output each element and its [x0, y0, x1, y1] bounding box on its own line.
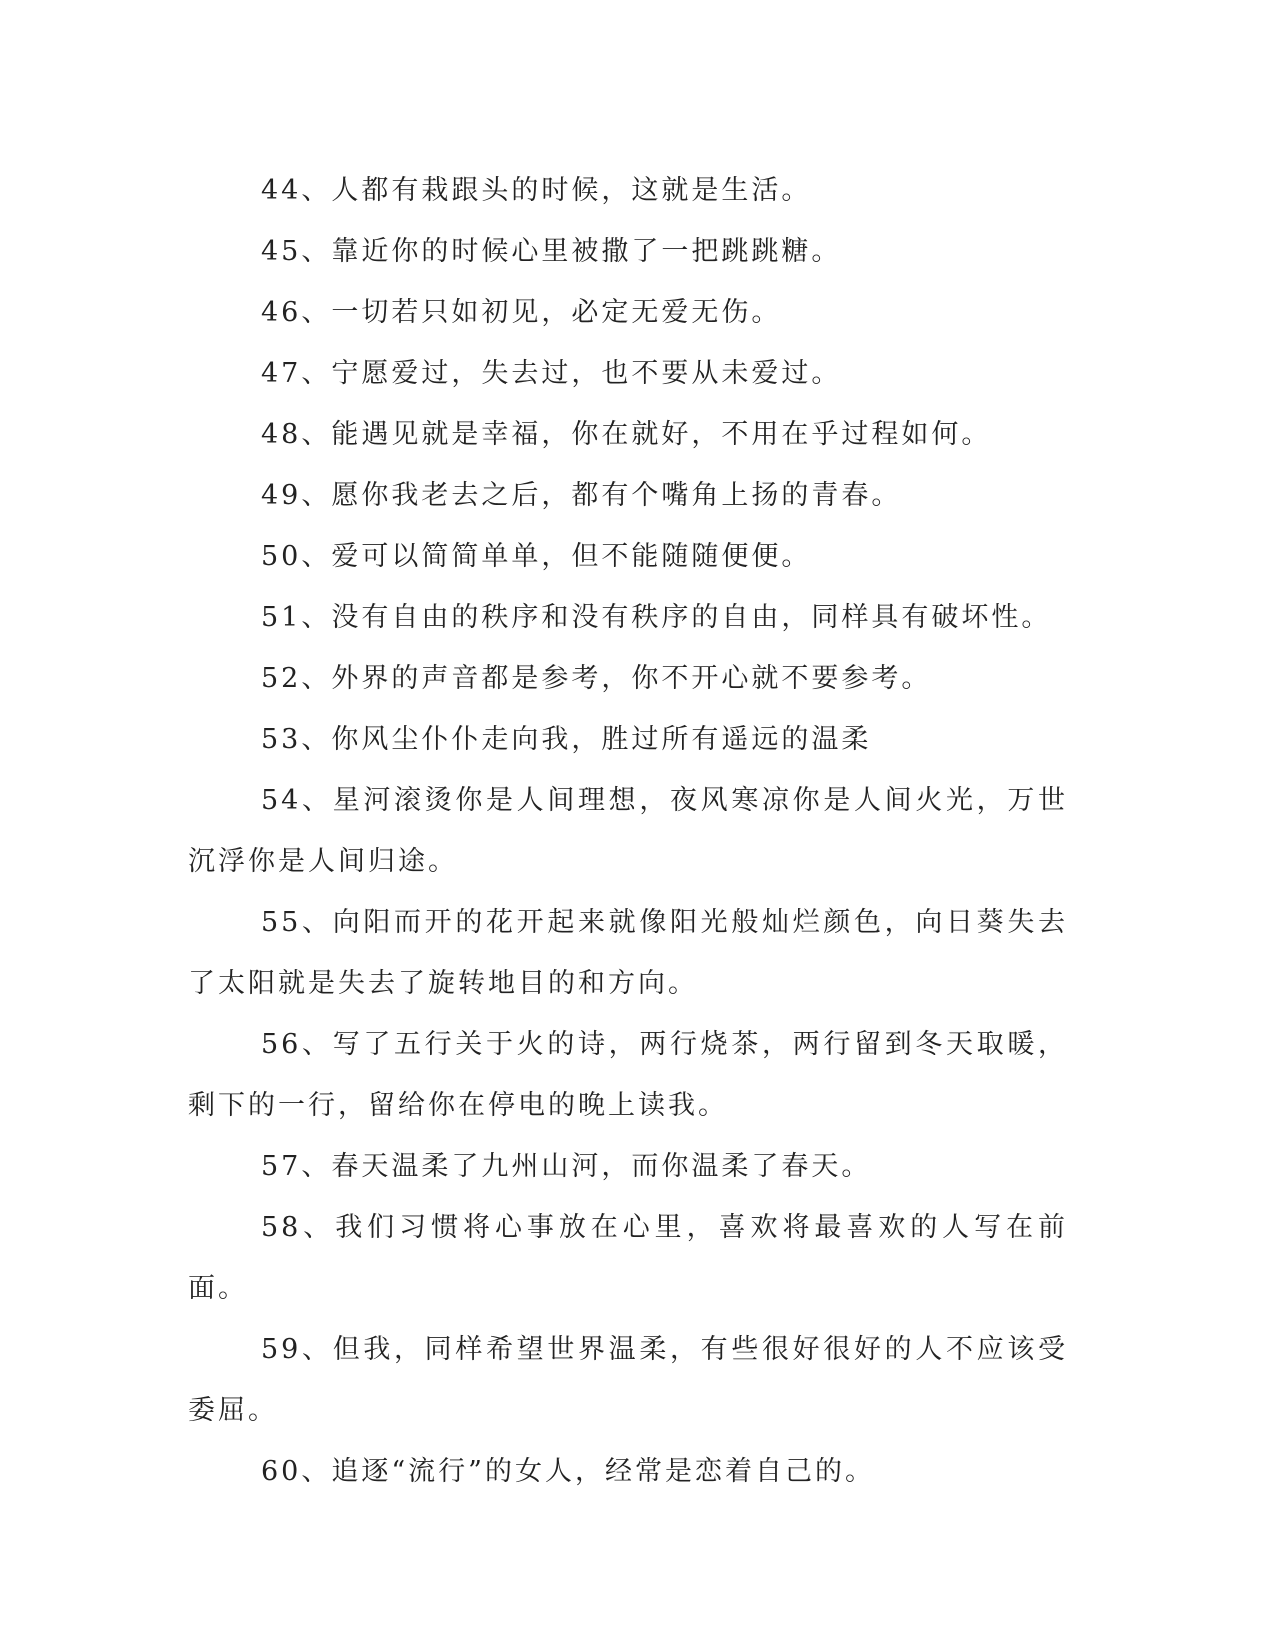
quote-paragraph-60: 60、追逐“流行”的女人，经常是恋着自己的。: [261, 1456, 875, 1487]
document-body: [188, 160, 1068, 1502]
quote-paragraph-46: 46、一切若只如初见，必定无爱无伤。: [261, 297, 782, 328]
quote-paragraph-52: 52、外界的声音都是参考，你不开心就不要参考。: [261, 663, 932, 694]
quote-paragraph-54: 54、星河滚烫你是人间理想，夜风寒凉你是人间火光，万世沉浮你是人间归途。: [188, 785, 1068, 877]
quote-paragraph-48: 48、能遇见就是幸福，你在就好，不用在乎过程如何。: [261, 419, 992, 450]
quote-paragraph-58: 58、我们习惯将心事放在心里，喜欢将最喜欢的人写在前面。: [188, 1212, 1068, 1304]
quote-paragraph-56: 56、写了五行关于火的诗，两行烧茶，两行留到冬天取暖，剩下的一行，留给你在停电的晚上读我。: [188, 1029, 1068, 1121]
quote-paragraph-50: 50、爱可以简简单单，但不能随随便便。: [261, 541, 812, 572]
quote-paragraph-47: 47、宁愿爱过，失去过，也不要从未爱过。: [261, 358, 842, 389]
quote-paragraph-45: 45、靠近你的时候心里被撒了一把跳跳糖。: [261, 236, 842, 267]
quote-paragraph-49: 49、愿你我老去之后，都有个嘴角上扬的青春。: [261, 480, 902, 511]
quote-paragraph-57: 57、春天温柔了九州山河，而你温柔了春天。: [261, 1151, 872, 1182]
quote-paragraph-59: 59、但我，同样希望世界温柔，有些很好很好的人不应该受委屈。: [188, 1334, 1068, 1426]
quote-paragraph-44: 44、人都有栽跟头的时候，这就是生活。: [261, 175, 812, 206]
quote-paragraph-53: 53、你风尘仆仆走向我，胜过所有遥远的温柔: [261, 724, 872, 755]
quote-paragraph-55: 55、向阳而开的花开起来就像阳光般灿烂颜色，向日葵失去了太阳就是失去了旋转地目的和方向。: [188, 907, 1068, 999]
quote-paragraph-51: 51、没有自由的秩序和没有秩序的自由，同样具有破坏性。: [261, 602, 1052, 633]
